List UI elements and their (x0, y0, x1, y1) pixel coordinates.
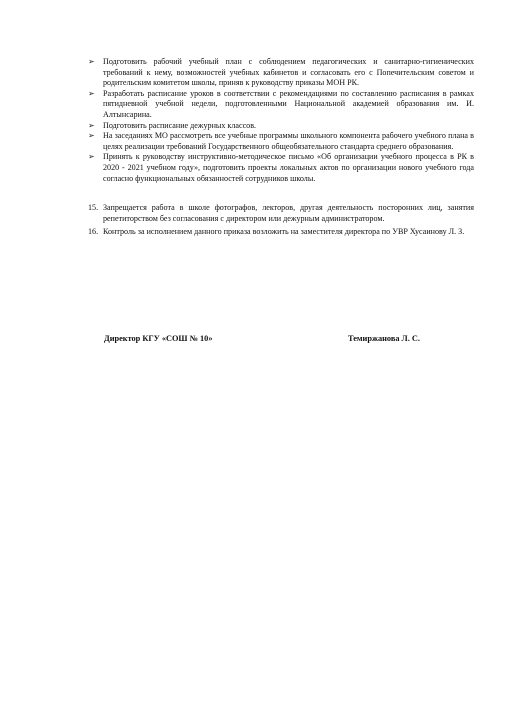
numbered-item-15 (88, 203, 474, 224)
arrow-bullet-icon: ➢ (88, 120, 95, 130)
bullet-item-schedule (88, 89, 474, 121)
arrow-bullet-icon: ➢ (88, 152, 95, 162)
bullet-text: Разработать расписание уроков в соответствии с рекомендациями по составлению расписания в рамках пятидневной учебной недели, подготовленными Национальной академией образования им. И. Алтынсарина. (103, 88, 474, 119)
bullet-list (88, 57, 474, 184)
bullet-item-duty-classes (88, 121, 474, 132)
document-body (88, 57, 474, 241)
arrow-bullet-icon: ➢ (88, 131, 95, 141)
item-number: 15. (88, 203, 99, 213)
numbered-list (88, 203, 474, 238)
item-text: Запрещается работа в школе фотографов, лекторов, другая деятельность посторонних лиц, занятия репетиторством без согласования с директором или дежурным администратором. (103, 203, 474, 223)
item-number: 16. (88, 227, 99, 237)
signatory-position: Директор КГУ «СОШ № 10» (104, 334, 213, 343)
bullet-text: Подготовить расписание дежурных классов. (103, 120, 257, 130)
bullet-item-work-plan (88, 57, 474, 89)
arrow-bullet-icon: ➢ (88, 88, 95, 98)
bullet-text: На заседаниях МО рассмотреть все учебные программы школьного компонента рабочего учебного плана в целях реализации требований Государственного общеобязательного стандарта среднего образования. (103, 131, 474, 151)
bullet-item-mo-programs (88, 131, 474, 152)
item-text: Контроль за исполнением данного приказа возложить на заместителя директора по УВР Хусаинову Л. З. (103, 227, 465, 237)
numbered-item-16 (88, 227, 474, 238)
bullet-text: Подготовить рабочий учебный план с соблюдением педагогических и санитарно-гигиенических требований к нему, возможностей учебных кабинетов и согласовать его с Попечительским советом и родительским комитетом школы, приняв к руководству приказы МОН РК. (103, 57, 474, 88)
arrow-bullet-icon: ➢ (88, 57, 95, 66)
signatory-name: Темиржанова Л. С. (348, 334, 420, 343)
bullet-item-instructive-letter (88, 152, 474, 184)
bullet-text: Принять к руководству инструктивно-методическое письмо «Об организации учебного процесса в РК в 2020 - 2021 учебном году», подготовить проекты локальных актов по организации нового учебного года согласно функциональных обязанностей сотрудников школы. (103, 152, 474, 183)
